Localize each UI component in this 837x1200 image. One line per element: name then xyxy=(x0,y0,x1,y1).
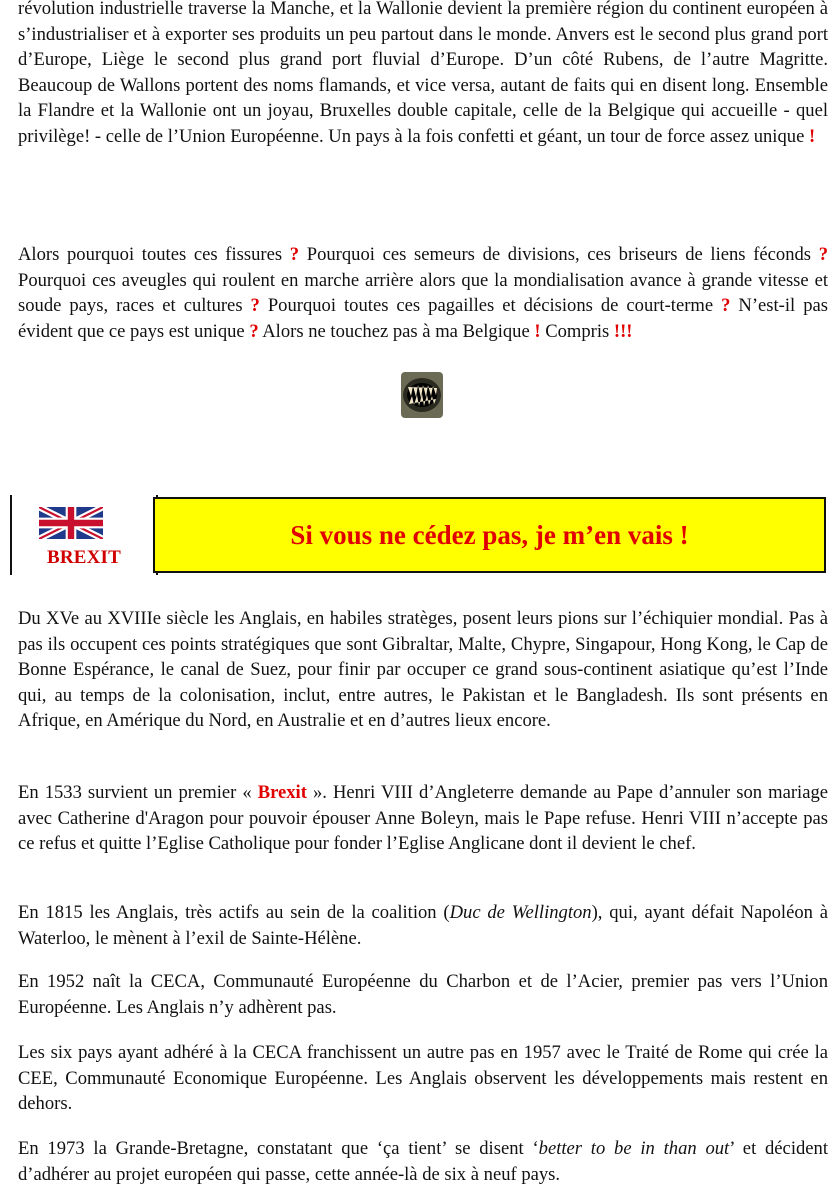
paragraph-british-empire: Du XVe au XVIIIe siècle les Anglais, en habiles stratèges, posent leurs pions sur l’échiquier mondial. Pas à pas ils occupent ces points stratégiques que sont Gibraltar, Malte, Chypre, Singapour, Hong Kong, le Cap de Bonne Espérance, le canal de Suez, pour finir par occuper ce grand sous-continent asiatique qu’est l’Inde qui, au temps de la colonisation, inclut, entre autres, le Pakistan et le Bangladesh. Ils sont présents en Afrique, en Amérique du Nord, en Australie et en d’autres lieux encore. xyxy=(18,608,828,732)
angry-mouth-icon xyxy=(401,372,443,418)
text-span: Pourquoi toutes ces pagailles et décisions de court-terme xyxy=(259,295,722,317)
brexit-label-box xyxy=(10,495,158,575)
text-span: N’est-il pas évident que ce pays est unique xyxy=(18,295,828,342)
brexit-word: Brexit xyxy=(257,782,307,803)
paragraph-text: révolution industrielle traverse la Manche, et la Wallonie devient la première région du continent européen à s’industrialiser et à exporter ses produits un peu partout dans le monde. Anvers est le second plus grand port d’Europe, Liège le second plus grand port fluvial d’Europe. D’un côté Rubens, de l’autre Magritte. Beaucoup de Wallons portent des noms flamands, et vice versa, autant de faits qui en disent long. Ensemble la Flandre et la Wallonie ont un joyau, Bruxelles double capitale, celle de la Belgique qui accueille - quel privilège! - celle de l’Union Européenne. Un pays à la fois confetti et géant, un tour de force assez unique xyxy=(18,0,828,147)
italic-text: Duc de Wellington xyxy=(449,902,592,923)
exclamation-mark: ! xyxy=(534,320,541,342)
question-mark: ? xyxy=(818,244,828,265)
triple-exclamation-mark: !!! xyxy=(613,320,633,342)
text-span: En 1973 la Grande-Bretagne, constatant que ‘ça tient’ se disent ‘ xyxy=(18,1138,539,1159)
text-span: Compris xyxy=(540,320,614,342)
paragraph-1533 xyxy=(18,780,828,857)
paragraph-1957: Les six pays ayant adhéré à la CECA franchissent un autre pas en 1957 avec le Traité de Rome qui crée la CEE, Communauté Economique Européenne. Les Anglais observent les développements mais restent en dehors. xyxy=(18,1042,828,1115)
section-title: Si vous ne cédez pas, je m’en vais ! xyxy=(290,519,689,550)
text-span: En 1815 les Anglais, très actifs au sein de la coalition ( xyxy=(18,902,450,923)
exclamation-mark: ! xyxy=(808,125,816,147)
paragraph-belgium-questions xyxy=(18,242,828,344)
text-span: ». Henri VIII d’Angleterre demande au Pape d’annuler son mariage avec Catherine d'Aragon pour pouvoir épouser Anne Boleyn, mais le Pape refuse. Henri VIII n’accepte pas ce refus et quitte l’Eglise Catholique pour fonder l’Eglise Anglicane dont il devient le chef. xyxy=(18,782,828,855)
question-mark: ? xyxy=(289,244,300,265)
text-span: Alors ne touchez pas à ma Belgique xyxy=(258,320,535,342)
text-span: ), qui, ayant défait Napoléon à Waterloo, le mènent à l’exil de Sainte-Hélène. xyxy=(18,902,828,949)
italic-text: better to be in than out xyxy=(538,1138,730,1159)
paragraph-belgium-summary xyxy=(18,0,828,150)
question-mark: ? xyxy=(249,320,259,342)
brexit-tag: BREXIT xyxy=(46,547,122,568)
question-mark: ? xyxy=(721,295,731,317)
text-span: Alors pourquoi toutes ces fissures xyxy=(18,244,290,265)
paragraph-1815 xyxy=(18,900,828,951)
text-span: En 1533 survient un premier « xyxy=(18,782,258,803)
text-span: Pourquoi ces semeurs de divisions, ces briseurs de liens féconds xyxy=(299,244,819,265)
section-title-banner xyxy=(153,497,826,573)
union-jack-flag-icon xyxy=(39,507,103,539)
question-mark: ? xyxy=(250,295,260,317)
paragraph-1973 xyxy=(18,1136,828,1187)
paragraph-1952: En 1952 naît la CECA, Communauté Européenne du Charbon et de l’Acier, premier pas vers l’Union Européenne. Les Anglais n’y adhèrent pas. xyxy=(18,971,828,1018)
text-span: Pourquoi ces aveugles qui roulent en marche arrière alors que la mondialisation avance à grande vitesse et soude pays, races et cultures xyxy=(18,269,828,317)
text-span: ’ et décident d’adhérer au projet européen qui passe, cette année-là de six à neuf pays. xyxy=(18,1138,828,1185)
